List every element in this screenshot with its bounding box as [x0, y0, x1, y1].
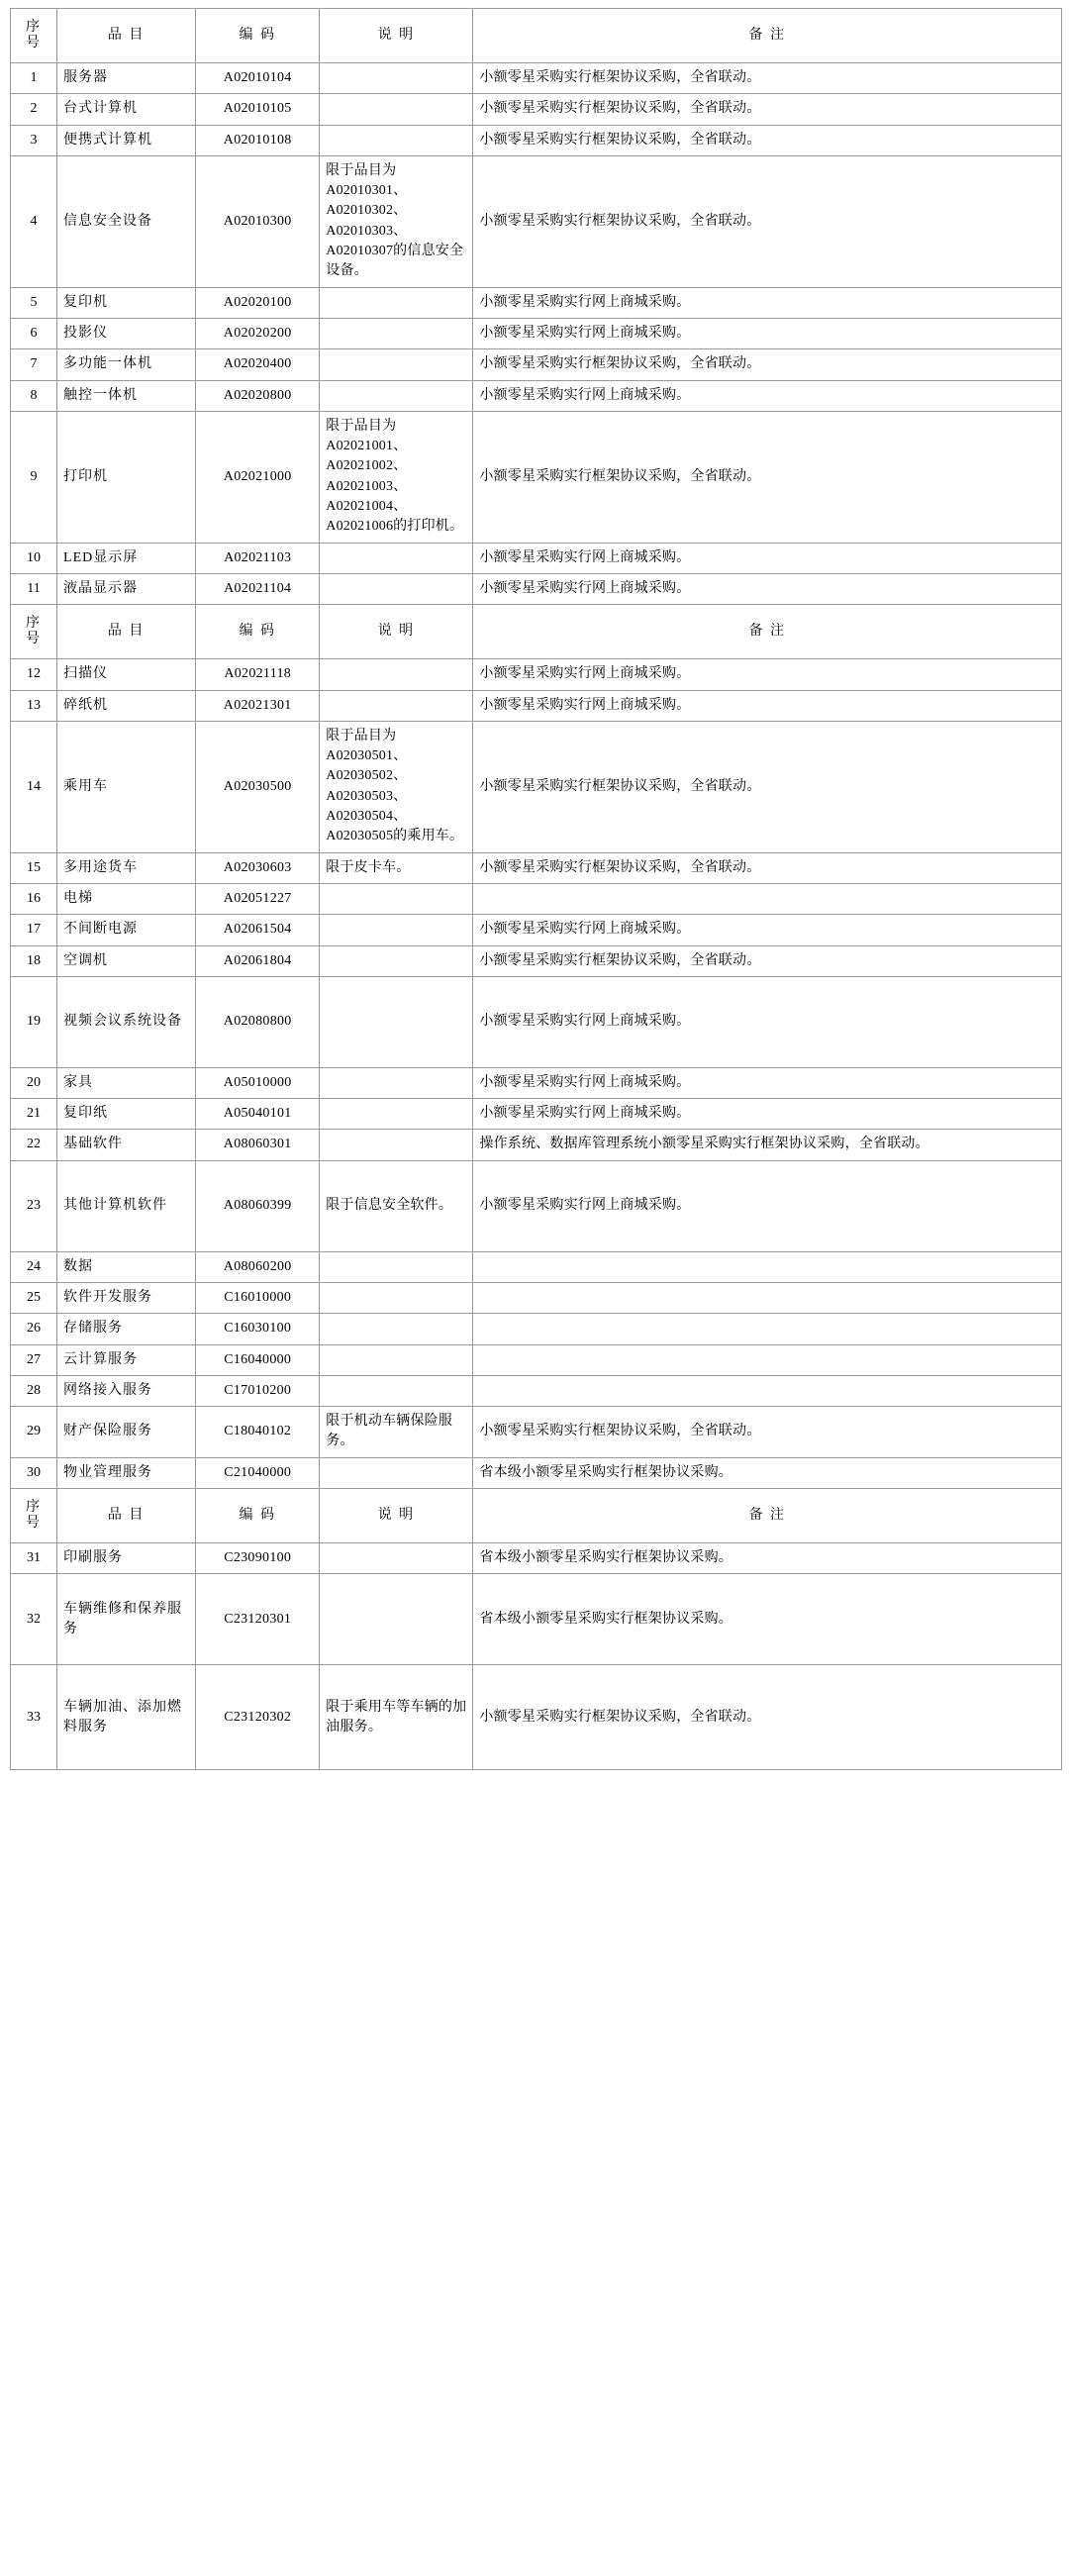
- column-header-no-line2: 号: [26, 1516, 43, 1532]
- table-row: [11, 1665, 1062, 1770]
- table-row: [11, 1067, 1062, 1098]
- table-row: [11, 1543, 1062, 1574]
- row-number: 31: [11, 1543, 57, 1574]
- row-remark: 小额零星采购实行网上商城采购。: [473, 690, 1062, 721]
- row-item-name: 复印机: [57, 287, 196, 318]
- row-description: [320, 1067, 473, 1098]
- table-row: [11, 721, 1062, 852]
- row-remark: 小额零星采购实行网上商城采购。: [473, 318, 1062, 348]
- row-description: [320, 1099, 473, 1130]
- row-item-name: 投影仪: [57, 318, 196, 348]
- row-remark: 小额零星采购实行网上商城采购。: [473, 543, 1062, 573]
- table-row: [11, 1314, 1062, 1344]
- column-header-desc: 说 明: [320, 9, 473, 63]
- row-item-code: C23120301: [196, 1574, 320, 1665]
- row-remark: [473, 1282, 1062, 1313]
- column-header-no-line1: 序: [26, 19, 43, 35]
- row-item-code: A02051227: [196, 883, 320, 914]
- row-number: 6: [11, 318, 57, 348]
- row-item-code: A02020800: [196, 380, 320, 411]
- table-row: [11, 349, 1062, 380]
- row-number: 27: [11, 1344, 57, 1375]
- row-remark: [473, 1251, 1062, 1282]
- row-item-name: 多用途货车: [57, 852, 196, 883]
- row-item-code: A02010104: [196, 63, 320, 94]
- table-row: [11, 852, 1062, 883]
- row-number: 25: [11, 1282, 57, 1313]
- row-item-code: A02021301: [196, 690, 320, 721]
- row-remark: 小额零星采购实行网上商城采购。: [473, 659, 1062, 690]
- row-description: 限于机动车辆保险服务。: [320, 1407, 473, 1458]
- row-item-code: C23120302: [196, 1665, 320, 1770]
- row-item-name: 云计算服务: [57, 1344, 196, 1375]
- row-number: 30: [11, 1457, 57, 1488]
- table-row: [11, 1282, 1062, 1313]
- row-item-name: 车辆加油、添加燃料服务: [57, 1665, 196, 1770]
- row-item-name: 电梯: [57, 883, 196, 914]
- table-row: [11, 1099, 1062, 1130]
- row-remark: 小额零星采购实行网上商城采购。: [473, 1067, 1062, 1098]
- row-description: [320, 125, 473, 155]
- table-row: [11, 1344, 1062, 1375]
- row-item-name: 网络接入服务: [57, 1375, 196, 1406]
- row-item-name: 多功能一体机: [57, 349, 196, 380]
- table-row: [11, 318, 1062, 348]
- column-header-no-line1: 序: [26, 616, 43, 632]
- row-number: 33: [11, 1665, 57, 1770]
- row-remark: 小额零星采购实行框架协议采购，全省联动。: [473, 94, 1062, 125]
- row-description: [320, 1543, 473, 1574]
- row-item-name: 车辆维修和保养服务: [57, 1574, 196, 1665]
- row-item-code: A02030603: [196, 852, 320, 883]
- table-row: [11, 659, 1062, 690]
- row-item-code: A02010300: [196, 155, 320, 287]
- row-number: 4: [11, 155, 57, 287]
- row-description: [320, 287, 473, 318]
- row-description: 限于皮卡车。: [320, 852, 473, 883]
- row-description: 限于乘用车等车辆的加油服务。: [320, 1665, 473, 1770]
- row-description: [320, 380, 473, 411]
- row-item-name: 印刷服务: [57, 1543, 196, 1574]
- row-remark: 小额零星采购实行网上商城采购。: [473, 1160, 1062, 1251]
- table-row: [11, 543, 1062, 573]
- row-item-code: C23090100: [196, 1543, 320, 1574]
- table-row: [11, 915, 1062, 945]
- row-item-code: A08060399: [196, 1160, 320, 1251]
- row-number: 8: [11, 380, 57, 411]
- row-remark: [473, 1314, 1062, 1344]
- row-description: [320, 573, 473, 604]
- row-item-name: 其他计算机软件: [57, 1160, 196, 1251]
- table-row: [11, 287, 1062, 318]
- row-remark: 小额零星采购实行框架协议采购，全省联动。: [473, 63, 1062, 94]
- column-header-no: [11, 9, 57, 63]
- row-item-name: 复印纸: [57, 1099, 196, 1130]
- table-row: [11, 1407, 1062, 1458]
- row-description: 限于品目为A02010301、A02010302、A02010303、A02010307的信息安全设备。: [320, 155, 473, 287]
- row-number: 13: [11, 690, 57, 721]
- column-header-no-line1: 序: [26, 1499, 43, 1515]
- row-description: [320, 318, 473, 348]
- row-item-code: A02020100: [196, 287, 320, 318]
- row-remark: 省本级小额零星采购实行框架协议采购。: [473, 1574, 1062, 1665]
- column-header-no: [11, 605, 57, 659]
- row-description: [320, 1574, 473, 1665]
- column-header-item: 品 目: [57, 605, 196, 659]
- row-number: 29: [11, 1407, 57, 1458]
- row-item-name: 视频会议系统设备: [57, 976, 196, 1067]
- row-number: 19: [11, 976, 57, 1067]
- row-remark: 小额零星采购实行框架协议采购，全省联动。: [473, 125, 1062, 155]
- row-item-code: A02021118: [196, 659, 320, 690]
- row-remark: 小额零星采购实行框架协议采购，全省联动。: [473, 349, 1062, 380]
- row-description: 限于品目为A02021001、A02021002、A02021003、A02021004、A02021006的打印机。: [320, 411, 473, 543]
- row-remark: 小额零星采购实行网上商城采购。: [473, 976, 1062, 1067]
- row-item-code: A02010108: [196, 125, 320, 155]
- row-remark: [473, 1375, 1062, 1406]
- row-description: [320, 883, 473, 914]
- row-number: 11: [11, 573, 57, 604]
- row-description: [320, 543, 473, 573]
- row-number: 12: [11, 659, 57, 690]
- table-header-row: [11, 9, 1062, 63]
- row-number: 3: [11, 125, 57, 155]
- row-remark: 操作系统、数据库管理系统小额零星采购实行框架协议采购，全省联动。: [473, 1130, 1062, 1160]
- row-number: 9: [11, 411, 57, 543]
- row-item-code: A08060301: [196, 1130, 320, 1160]
- row-number: 1: [11, 63, 57, 94]
- table-row: [11, 63, 1062, 94]
- row-item-name: LED显示屏: [57, 543, 196, 573]
- row-remark: 小额零星采购实行框架协议采购，全省联动。: [473, 852, 1062, 883]
- row-remark: 小额零星采购实行框架协议采购，全省联动。: [473, 1407, 1062, 1458]
- row-number: 17: [11, 915, 57, 945]
- column-header-item: 品 目: [57, 9, 196, 63]
- row-remark: 小额零星采购实行框架协议采购，全省联动。: [473, 411, 1062, 543]
- column-header-no-line2: 号: [26, 36, 43, 50]
- row-item-name: 扫描仪: [57, 659, 196, 690]
- column-header-no-line2: 号: [26, 632, 43, 647]
- table-row: [11, 1457, 1062, 1488]
- row-item-code: A02010105: [196, 94, 320, 125]
- table-row: [11, 1160, 1062, 1251]
- column-header-code: 编 码: [196, 9, 320, 63]
- column-header-desc: 说 明: [320, 605, 473, 659]
- row-number: 14: [11, 721, 57, 852]
- row-item-code: A02021103: [196, 543, 320, 573]
- row-number: 21: [11, 1099, 57, 1130]
- row-description: [320, 976, 473, 1067]
- row-item-name: 基础软件: [57, 1130, 196, 1160]
- row-item-name: 物业管理服务: [57, 1457, 196, 1488]
- row-number: 16: [11, 883, 57, 914]
- row-number: 22: [11, 1130, 57, 1160]
- row-item-name: 软件开发服务: [57, 1282, 196, 1313]
- table-row: [11, 411, 1062, 543]
- row-item-name: 便携式计算机: [57, 125, 196, 155]
- column-header-desc: 说 明: [320, 1489, 473, 1543]
- row-item-code: A02080800: [196, 976, 320, 1067]
- row-remark: [473, 883, 1062, 914]
- row-item-code: A02030500: [196, 721, 320, 852]
- row-item-code: A08060200: [196, 1251, 320, 1282]
- row-item-code: C21040000: [196, 1457, 320, 1488]
- row-item-name: 碎纸机: [57, 690, 196, 721]
- row-remark: 小额零星采购实行网上商城采购。: [473, 380, 1062, 411]
- row-number: 5: [11, 287, 57, 318]
- column-header-note: 备 注: [473, 1489, 1062, 1543]
- table-row: [11, 883, 1062, 914]
- row-item-name: 存储服务: [57, 1314, 196, 1344]
- row-number: 32: [11, 1574, 57, 1665]
- table-row: [11, 1251, 1062, 1282]
- row-number: 10: [11, 543, 57, 573]
- row-description: [320, 63, 473, 94]
- row-item-code: C16030100: [196, 1314, 320, 1344]
- row-item-name: 数据: [57, 1251, 196, 1282]
- table-row: [11, 1375, 1062, 1406]
- row-description: [320, 1375, 473, 1406]
- table-row: [11, 155, 1062, 287]
- column-header-no: [11, 1489, 57, 1543]
- row-item-name: 空调机: [57, 945, 196, 976]
- row-item-code: A05010000: [196, 1067, 320, 1098]
- row-item-name: 服务器: [57, 63, 196, 94]
- row-number: 18: [11, 945, 57, 976]
- row-remark: [473, 1344, 1062, 1375]
- row-remark: 小额零星采购实行网上商城采购。: [473, 573, 1062, 604]
- row-description: [320, 659, 473, 690]
- row-item-code: C16040000: [196, 1344, 320, 1375]
- row-remark: 小额零星采购实行框架协议采购，全省联动。: [473, 155, 1062, 287]
- row-item-code: A02021000: [196, 411, 320, 543]
- row-description: 限于信息安全软件。: [320, 1160, 473, 1251]
- column-header-code: 编 码: [196, 1489, 320, 1543]
- row-item-name: 家具: [57, 1067, 196, 1098]
- row-number: 15: [11, 852, 57, 883]
- row-description: [320, 945, 473, 976]
- row-item-name: 不间断电源: [57, 915, 196, 945]
- row-item-code: A05040101: [196, 1099, 320, 1130]
- row-item-code: A02061504: [196, 915, 320, 945]
- row-description: [320, 1344, 473, 1375]
- column-header-code: 编 码: [196, 605, 320, 659]
- row-description: [320, 349, 473, 380]
- table-row: [11, 1574, 1062, 1665]
- column-header-note: 备 注: [473, 9, 1062, 63]
- row-remark: 小额零星采购实行框架协议采购，全省联动。: [473, 721, 1062, 852]
- row-number: 24: [11, 1251, 57, 1282]
- row-description: [320, 1314, 473, 1344]
- row-description: [320, 1130, 473, 1160]
- row-item-name: 打印机: [57, 411, 196, 543]
- row-description: [320, 94, 473, 125]
- row-number: 26: [11, 1314, 57, 1344]
- row-item-name: 台式计算机: [57, 94, 196, 125]
- table-header-row: [11, 605, 1062, 659]
- row-description: [320, 1457, 473, 1488]
- table-body: [11, 9, 1062, 1770]
- row-description: 限于品目为A02030501、A02030502、A02030503、A02030504、A02030505的乘用车。: [320, 721, 473, 852]
- row-item-code: C16010000: [196, 1282, 320, 1313]
- table-row: [11, 1130, 1062, 1160]
- row-number: 20: [11, 1067, 57, 1098]
- row-description: [320, 1282, 473, 1313]
- procurement-catalog-table: [10, 8, 1062, 1770]
- table-row: [11, 125, 1062, 155]
- table-row: [11, 690, 1062, 721]
- row-number: 7: [11, 349, 57, 380]
- row-item-code: C18040102: [196, 1407, 320, 1458]
- row-item-name: 乘用车: [57, 721, 196, 852]
- row-description: [320, 690, 473, 721]
- row-item-name: 触控一体机: [57, 380, 196, 411]
- row-item-code: A02021104: [196, 573, 320, 604]
- table-row: [11, 94, 1062, 125]
- row-item-code: A02020200: [196, 318, 320, 348]
- table-row: [11, 976, 1062, 1067]
- row-item-name: 信息安全设备: [57, 155, 196, 287]
- row-item-code: A02061804: [196, 945, 320, 976]
- row-description: [320, 915, 473, 945]
- row-item-name: 财产保险服务: [57, 1407, 196, 1458]
- row-number: 2: [11, 94, 57, 125]
- row-remark: 小额零星采购实行框架协议采购，全省联动。: [473, 1665, 1062, 1770]
- row-item-code: C17010200: [196, 1375, 320, 1406]
- table-row: [11, 945, 1062, 976]
- row-item-name: 液晶显示器: [57, 573, 196, 604]
- row-remark: 省本级小额零星采购实行框架协议采购。: [473, 1457, 1062, 1488]
- row-item-code: A02020400: [196, 349, 320, 380]
- column-header-note: 备 注: [473, 605, 1062, 659]
- row-remark: 小额零星采购实行网上商城采购。: [473, 1099, 1062, 1130]
- column-header-item: 品 目: [57, 1489, 196, 1543]
- row-remark: 小额零星采购实行网上商城采购。: [473, 287, 1062, 318]
- row-remark: 省本级小额零星采购实行框架协议采购。: [473, 1543, 1062, 1574]
- row-remark: 小额零星采购实行网上商城采购。: [473, 915, 1062, 945]
- table-row: [11, 573, 1062, 604]
- row-number: 23: [11, 1160, 57, 1251]
- table-header-row: [11, 1489, 1062, 1543]
- row-number: 28: [11, 1375, 57, 1406]
- row-remark: 小额零星采购实行框架协议采购，全省联动。: [473, 945, 1062, 976]
- row-description: [320, 1251, 473, 1282]
- table-row: [11, 380, 1062, 411]
